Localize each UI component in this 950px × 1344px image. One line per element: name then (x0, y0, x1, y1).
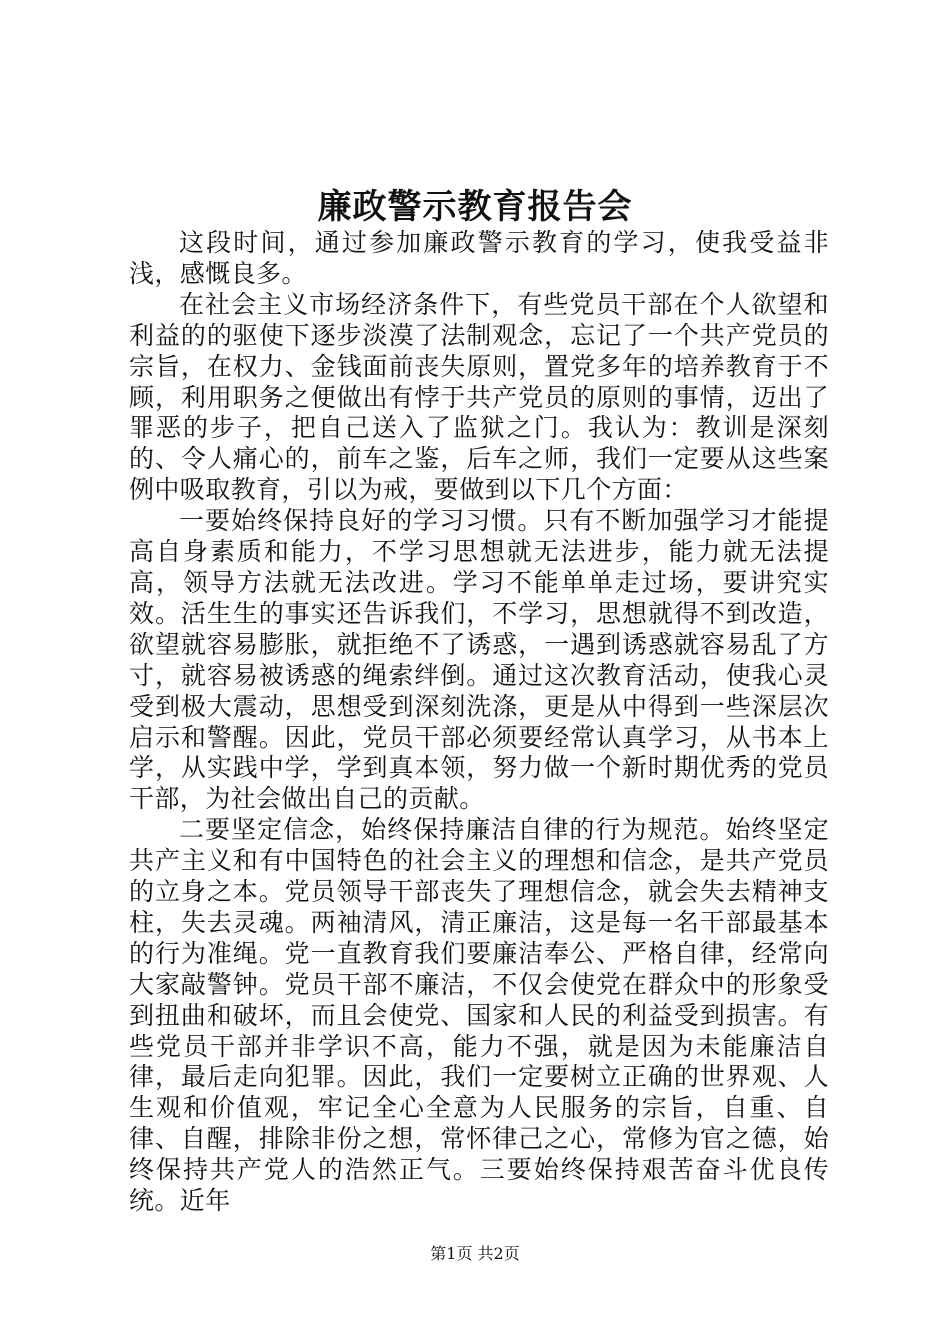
paragraph-intro: 这段时间，通过参加廉政警示教育的学习，使我受益非浅，感慨良多。 (129, 228, 829, 288)
page-footer: 第1页 共2页 (430, 1244, 520, 1263)
paragraph-point-two: 二要坚定信念，始终保持廉洁自律的行为规范。始终坚定共产主义和有中国特色的社会主义的理想和信念，是共产党员的立身之本。党员领导干部丧失了理想信念，就会失去精神支柱，失去灵魂。两袖清风，清正廉洁，这是每一名干部最基本的行为准绳。党一直教育我们要廉洁奉公、严格自律，经常向大家敲警钟。党员干部不廉洁，不仅会使党在群众中的形象受到扭曲和破坏，而且会使党、国家和人民的利益受到损害。有些党员干部并非学识不高，能力不强，就是因为未能廉洁自律，最后走向犯罪。因此，我们一定要树立正确的世界观、人生观和价值观，牢记全心全意为人民服务的宗旨，自重、自律、自醒，排除非份之想，常怀律己之心，常修为官之德，始终保持共产党人的浩然正气。三要始终保持艰苦奋斗优良传统。近年 (129, 815, 829, 1216)
document-title: 廉政警示教育报告会 (317, 187, 633, 227)
paragraph-point-one: 一要始终保持良好的学习习惯。只有不断加强学习才能提高自身素质和能力，不学习思想就无法进步，能力就无法提高，领导方法就无法改进。学习不能单单走过场，要讲究实效。活生生的事实还告诉我们，不学习，思想就得不到改造，欲望就容易膨胀，就拒绝不了诱惑，一遇到诱惑就容易乱了方寸，就容易被诱惑的绳索绊倒。通过这次教育活动，使我心灵受到极大震动，思想受到深刻洗涤，更是从中得到一些深层次启示和警醒。因此，党员干部必须要经常认真学习，从书本上学，从实践中学，学到真本领，努力做一个新时期优秀的党员干部，为社会做出自己的贡献。 (129, 506, 829, 814)
paragraph-context: 在社会主义市场经济条件下，有些党员干部在个人欲望和利益的的驱使下逐步淡漠了法制观念，忘记了一个共产党员的宗旨，在权力、金钱面前丧失原则，置党多年的培养教育于不顾，利用职务之便做出有悖于共产党员的原则的事情，迈出了罪恶的步子，把自己送入了监狱之门。我认为：教训是深刻的、令人痛心的，前车之鉴，后车之师，我们一定要从这些案例中吸取教育，引以为戒，要做到以下几个方面： (129, 289, 829, 505)
document-body (129, 228, 829, 1217)
